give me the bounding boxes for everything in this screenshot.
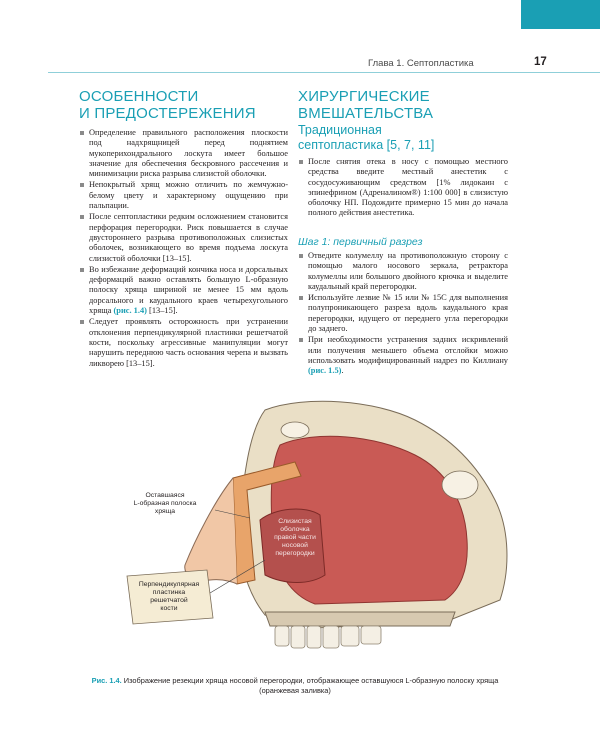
list-item-text: . (341, 366, 344, 376)
list-item-text: При необходимости устранения задних искривлений или получения меньшего объема отслойки можно использовать модифицированный надрез по Киллиану (308, 335, 508, 365)
list-item-text: Определение правильного расположения плоскости под надхрящницей перед поднятием мукоперихондрального лоскута имеет большое значение для обеспечения бескровного рассечения и минимизации риска разрыва слизистой оболочки. (89, 128, 288, 179)
title-line: Традиционная (298, 123, 382, 137)
label-line: хряща (154, 508, 176, 515)
subsection-title (298, 123, 518, 153)
list-item (298, 293, 508, 334)
list-item (298, 157, 508, 219)
list-item (79, 317, 288, 368)
warnings-list (79, 128, 288, 370)
label-line: решетчатой (150, 597, 188, 604)
list-item (79, 265, 288, 316)
header-rule (48, 72, 600, 73)
label-line: кости (160, 605, 178, 612)
sphenoid-sinus (442, 471, 478, 499)
procedure-list (298, 157, 508, 220)
list-item-text: После септопластики редким осложнением становится перфорация перегородки. Риск повышается в случае двустороннего разрыва противоположных слизистых оболочек, возникающего во время подъема лоскута слизистой оболочки [13–15]. (89, 212, 288, 263)
label-mucosa (265, 518, 325, 558)
section-title-features (79, 88, 279, 122)
title-line: ВМЕШАТЕЛЬСТВА (298, 105, 434, 122)
list-item (79, 180, 288, 211)
list-item-text: После снятия отека в носу с помощью местного средства введите местный анестетик с сосудосуживающим средством [1% лидокаин с эпинефрином (Адреналином®) 1:100 000] в слизистую оболочку НП. Подождите примерно 15 мин до начала полного действия анестетика. (308, 157, 508, 218)
list-item-text: [13–15]. (146, 306, 178, 316)
label-line: перегородки (275, 550, 315, 557)
teeth (275, 626, 381, 648)
running-header: Глава 1. Септопластика (368, 58, 474, 69)
section-title-surgery (298, 88, 498, 122)
list-item-text: Отведите колумеллу на противоположную сторону с помощью малого носового зеркала, ретрактора колумеллы или большого двойного крючка и выделите каудальный край перегородки. (308, 251, 508, 291)
list-item-text: Используйте лезвие № 15 или № 15С для выполнения полупроникающего разреза вдоль каудального края перегородки, идущего от переднего угла перегородки до заднего. (308, 293, 508, 334)
label-line: пластинка (152, 589, 186, 596)
palate (265, 612, 455, 626)
label-line: L-образная полоска (133, 500, 197, 507)
page-number: 17 (534, 56, 547, 68)
title-line: септопластика [5, 7, 11] (298, 138, 435, 152)
figure-reference-link[interactable]: (рис. 1.5) (308, 366, 342, 376)
figure-caption (79, 676, 511, 696)
list-item-text: Во избежание деформаций кончика носа и дорсальных деформаций важно оставлять большую L-образную полоску хряща шириной не менее 15 мм вдоль дорсального и каудального краев четырехугольного хряща (89, 264, 288, 316)
title-line: ХИРУРГИЧЕСКИЕ (298, 88, 430, 105)
figure-reference-link[interactable]: (рис. 1.4) (113, 306, 147, 316)
step-list (298, 251, 508, 378)
label-line: Оставшаяся (145, 492, 185, 499)
label-l-strip (115, 492, 215, 516)
list-item (79, 212, 288, 263)
label-line: оболочка (280, 526, 310, 533)
list-item-text: Непокрытый хрящ можно отличить по жемчужно-белому цвету и характерному ощущению при пальпации. (89, 180, 288, 211)
list-item (298, 251, 508, 292)
page-corner-tab (521, 0, 600, 29)
list-item (298, 335, 508, 376)
caption-text: Изображение резекции хряща носовой перегородки, отображающее оставшуюся L-образную полоску хряща (оранжевая заливка) (123, 676, 499, 695)
label-line: правой части (274, 534, 316, 541)
label-line: Перпендикулярная (138, 581, 200, 588)
list-item-text: Следует проявлять осторожность при устранении отклонения перпендикулярной пластинки решетчатой кости, поскольку агрессивные манипуляции могут нарушить переднюю часть основания черепа и вызвать ликворею [13–15]. (89, 317, 288, 368)
anatomy-illustration (115, 390, 535, 652)
step-title: Шаг 1: первичный разрез (298, 236, 423, 248)
frontal-sinus (281, 422, 309, 438)
title-line: ОСОБЕННОСТИ (79, 88, 199, 105)
caption-label: Рис. 1.4. (91, 676, 122, 685)
label-perpendicular-plate (129, 581, 209, 613)
label-line: носовой (282, 542, 308, 549)
title-line: И ПРЕДОСТЕРЕЖЕНИЯ (79, 105, 256, 122)
list-item (79, 128, 288, 179)
label-line: Слизистая (278, 518, 312, 525)
